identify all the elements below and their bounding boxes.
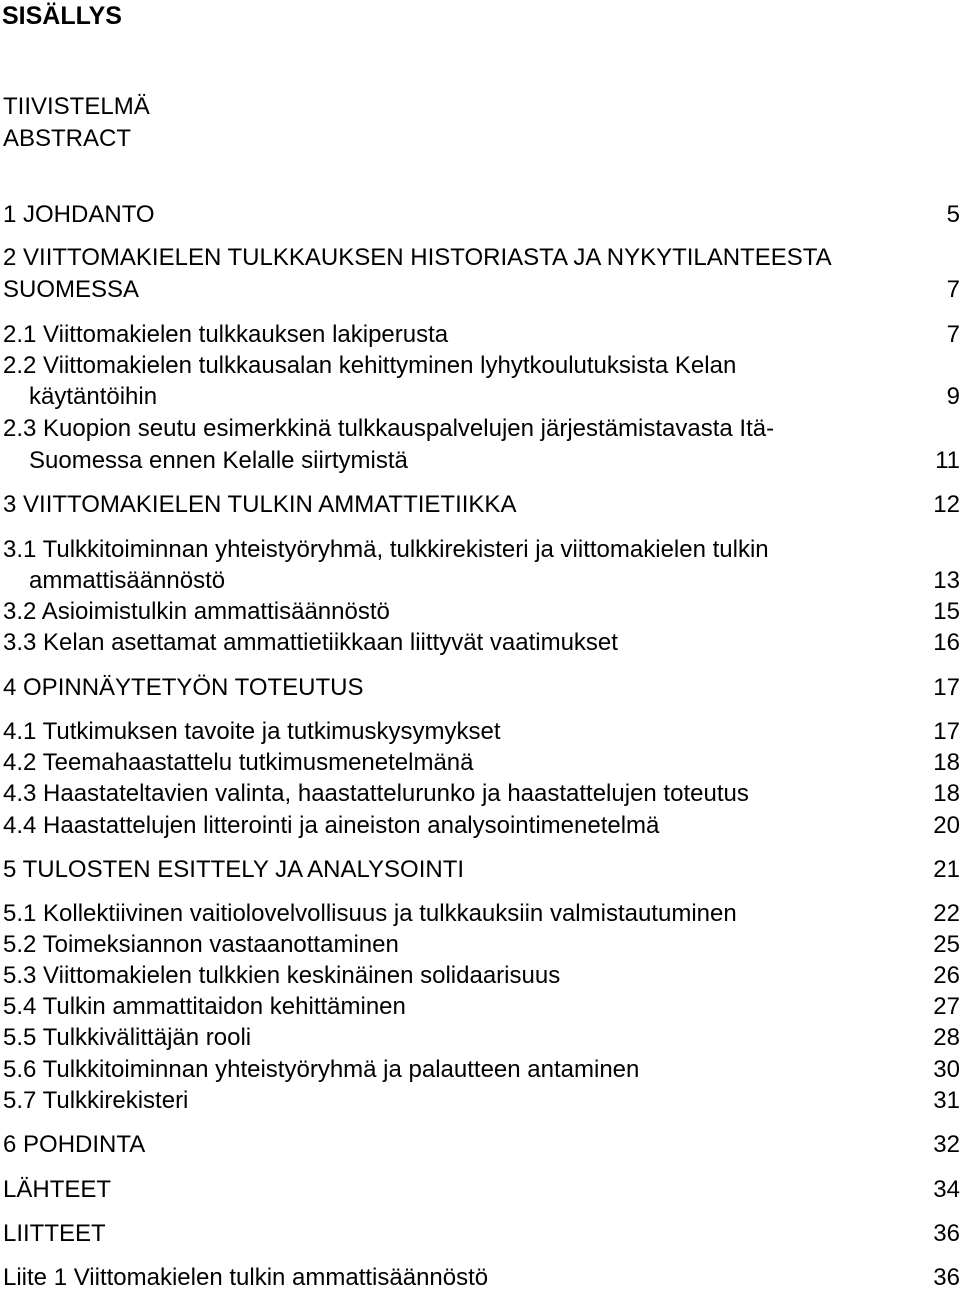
toc-entry-2-2-page: 9	[946, 383, 960, 410]
toc-entry-4-4-page: 20	[933, 812, 960, 839]
toc-entry-5-6-text: 5.6 Tulkkitoiminnan yhteistyöryhmä ja palautteen antaminen	[3, 1056, 640, 1083]
toc-entry-4-page: 17	[933, 674, 960, 701]
toc-entry-5-3-text: 5.3 Viittomakielen tulkkien keskinäinen solidaarisuus	[3, 962, 561, 989]
toc-entry-3-3-text: 3.3 Kelan asettamat ammattietiikkaan liittyvät vaatimukset	[3, 629, 618, 656]
toc-entry-4-3-text: 4.3 Haastateltavien valinta, haastattelurunko ja haastattelujen toteutus	[3, 780, 749, 807]
toc-entry-4-4-text: 4.4 Haastattelujen litterointi ja aineiston analysointimenetelmä	[3, 812, 660, 839]
toc-entry-lahteet-page: 34	[933, 1176, 960, 1203]
toc-entry-4-2-page: 18	[933, 749, 960, 776]
toc-entry-5-text: 5 TULOSTEN ESITTELY JA ANALYSOINTI	[3, 856, 465, 883]
toc-entry-3-text: 3 VIITTOMAKIELEN TULKIN AMMATTIETIIKKA	[3, 491, 517, 518]
toc-entry-2-1-page: 7	[946, 321, 960, 348]
page-title: SISÄLLYS	[2, 2, 122, 30]
toc-entry-4-2-text: 4.2 Teemahaastattelu tutkimusmenetelmänä	[3, 749, 474, 776]
toc-entry-1-page: 5	[946, 201, 960, 228]
toc-entry-3-2-text: 3.2 Asioimistulkin ammattisäännöstö	[3, 598, 390, 625]
toc-entry-2-text-line2: SUOMESSA	[3, 276, 140, 303]
toc-entry-2-2-text-line2: käytäntöihin	[29, 383, 158, 410]
toc-entry-5-4-page: 27	[933, 993, 960, 1020]
toc-entry-3-page: 12	[933, 491, 960, 518]
toc-entry-2-3-page: 11	[935, 447, 960, 474]
toc-entry-2-3-text-line2: Suomessa ennen Kelalle siirtymistä	[29, 447, 408, 474]
toc-entry-2-2-text-line1: 2.2 Viittomakielen tulkkausalan kehittyminen lyhytkoulutuksista Kelan	[3, 352, 737, 379]
toc-entry-5-4-text: 5.4 Tulkin ammattitaidon kehittäminen	[3, 993, 406, 1020]
toc-entry-liitteet-page: 36	[933, 1220, 960, 1247]
toc-entry-5-6-page: 30	[933, 1056, 960, 1083]
toc-entry-5-3-page: 26	[933, 962, 960, 989]
toc-entry-5-7-text: 5.7 Tulkkirekisteri	[3, 1087, 189, 1114]
toc-entry-5-5-page: 28	[933, 1024, 960, 1051]
toc-entry-4-3-page: 18	[933, 780, 960, 807]
toc-entry-2-page: 7	[946, 276, 960, 303]
toc-entry-3-1-text-line1: 3.1 Tulkkitoiminnan yhteistyöryhmä, tulkkirekisteri ja viittomakielen tulkin	[3, 536, 769, 563]
toc-entry-2-1-text: 2.1 Viittomakielen tulkkauksen lakiperusta	[3, 321, 449, 348]
toc-entry-5-5-text: 5.5 Tulkkivälittäjän rooli	[3, 1024, 252, 1051]
toc-entry-3-1-page: 13	[933, 567, 960, 594]
front-matter-tiivistelma: TIIVISTELMÄ	[3, 93, 150, 120]
toc-entry-3-1-text-line2: ammattisäännöstö	[29, 567, 226, 594]
toc-entry-5-2-page: 25	[933, 931, 960, 958]
toc-entry-2-text-line1: 2 VIITTOMAKIELEN TULKKAUKSEN HISTORIASTA JA NYKYTILANTEESTA	[3, 244, 832, 271]
toc-entry-lahteet-text: LÄHTEET	[3, 1176, 112, 1203]
toc-entry-3-2-page: 15	[933, 598, 960, 625]
toc-entry-6-page: 32	[933, 1131, 960, 1158]
toc-entry-5-2-text: 5.2 Toimeksiannon vastaanottaminen	[3, 931, 399, 958]
toc-entry-5-7-page: 31	[933, 1087, 960, 1114]
toc-entry-4-1-page: 17	[933, 718, 960, 745]
toc-entry-2-3-text-line1: 2.3 Kuopion seutu esimerkkinä tulkkauspalvelujen järjestämistavasta Itä-	[3, 415, 775, 442]
toc-entry-5-1-page: 22	[933, 900, 960, 927]
toc-entry-6-text: 6 POHDINTA	[3, 1131, 146, 1158]
toc-entry-5-page: 21	[933, 856, 960, 883]
toc-entry-5-1-text: 5.1 Kollektiivinen vaitiolovelvollisuus ja tulkkauksiin valmistautuminen	[3, 900, 737, 927]
toc-entry-liite-1-text: Liite 1 Viittomakielen tulkin ammattisäännöstö	[3, 1264, 489, 1291]
toc-entry-liitteet-text: LIITTEET	[3, 1220, 106, 1247]
toc-entry-4-1-text: 4.1 Tutkimuksen tavoite ja tutkimuskysymykset	[3, 718, 501, 745]
front-matter-abstract: ABSTRACT	[3, 125, 132, 152]
toc-entry-4-text: 4 OPINNÄYTETYÖN TOTEUTUS	[3, 674, 364, 701]
toc-entry-1-text: 1 JOHDANTO	[3, 201, 155, 228]
toc-entry-liite-1-page: 36	[933, 1264, 960, 1291]
toc-entry-3-3-page: 16	[933, 629, 960, 656]
